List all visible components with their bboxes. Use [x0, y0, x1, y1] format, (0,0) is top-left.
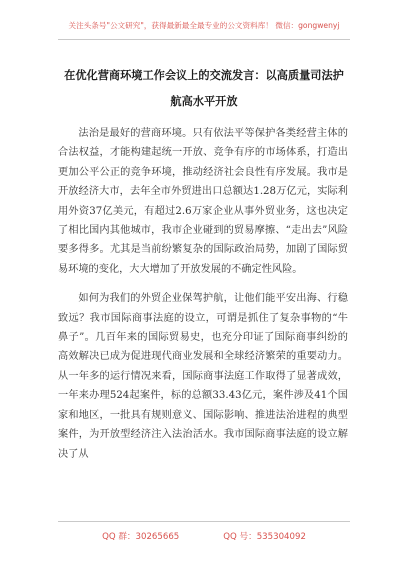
- document-body: [58, 124, 348, 464]
- paragraph-1: 法治是最好的营商环境。只有依法平等保护各类经营主体的合法权益，才能构建起统一开放、竞争有序的市场体系，打造出更加公平公正的竞争环境，推动经济社会良性有序发展。我市是开放经济大市，去年全市外贸进出口总额达1.28万亿元，实际利用外资37亿美元，有超过2.6万家企业从事外贸业务，这也决定了相比国内其他城市，我市企业碰到的贸易摩擦、“走出去”风险要多得多。尤其是当前纷繁复杂的国际政治局势，加剧了国际贸易环境的变化，大大增加了开放发展的不确定性风险。: [58, 128, 348, 275]
- paragraph-2: 如何为我们的外贸企业保驾护航，让他们能平安出海、行稳致远？我市国际商事法庭的设立，可谓是抓住了复杂事物的“牛鼻子”。几百年来的国际贸易史，也充分印证了国际商事纠纷的高效解决已成为促进现代商业发展和全球经济繁荣的重要动力。从一年多的运行情况来看，国际商事法庭工作取得了显著成效，一年来办理524起案件，标的总额33.43亿元，案件涉及41个国家和地区，一批具有规则意义、国际影响、推进法治进程的典型案件，为开放型经济注入法治活水。我市国际商事法庭的设立解决了从: [58, 293, 348, 460]
- header-banner: 关注头条号"公文研究"，获得最新最全最专业的公文资料库！ 微信：gongwenyj: [68, 21, 340, 30]
- footer: [0, 530, 408, 542]
- footer-divider: [58, 521, 350, 522]
- footer-qq-number: QQ 号：535304092: [223, 532, 306, 542]
- header-divider: [58, 39, 350, 40]
- title-line-1: 在优化营商环境工作会议上的交流发言：以高质量司法护: [64, 68, 344, 82]
- footer-qq-group: QQ 群：30265665: [102, 532, 180, 542]
- document-title: [40, 62, 368, 114]
- title-line-2: 航高水平开放: [170, 94, 238, 108]
